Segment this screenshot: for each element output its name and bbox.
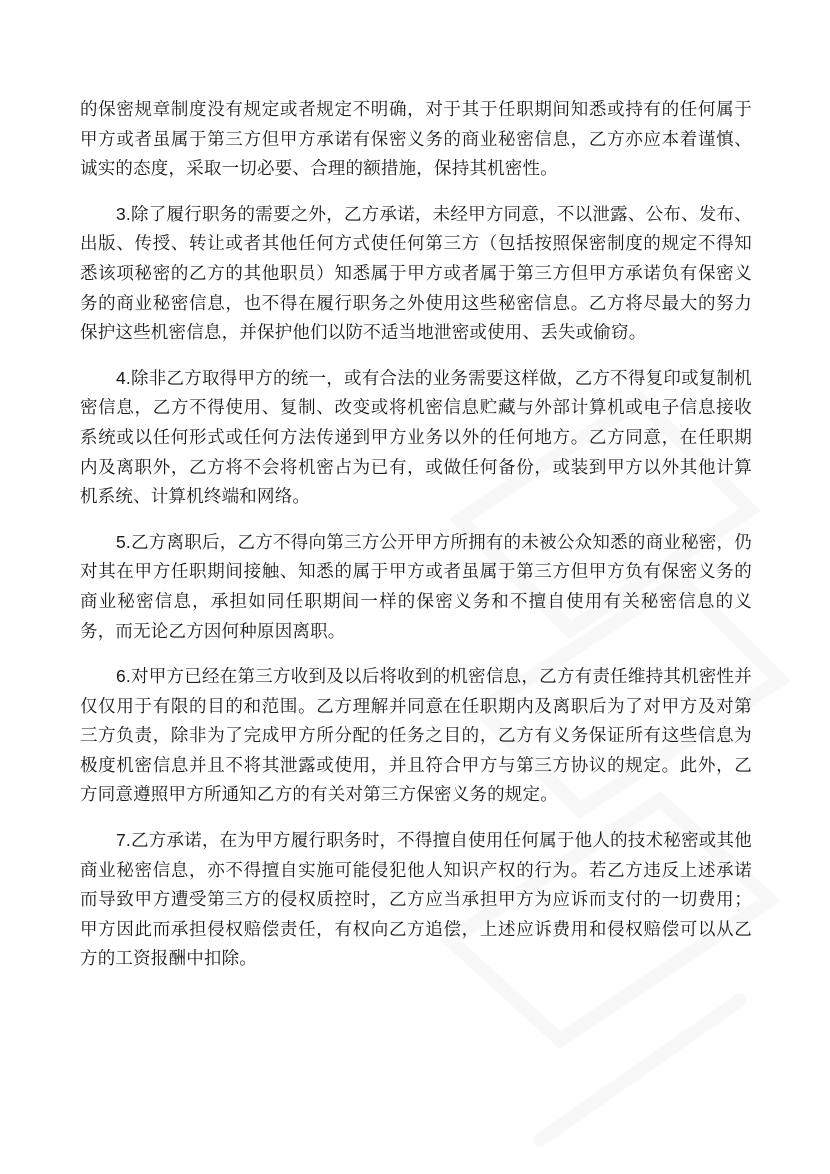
clause-text: 乙方离职后，乙方不得向第三方公开甲方所拥有的未被公众知悉的商业秘密，仍对其在甲方任职期间接触、知悉的属于甲方或者虽属于第三方但甲方负有保密义务的商业秘密信息，承担如同任职期间一样的保密义务和不擅自使用有关秘密信息的义务，而无论乙方因何种原因离职。 (80, 532, 752, 642)
clause-number: 4. (116, 367, 131, 388)
clause-7 (80, 826, 752, 975)
clause-number: 5. (116, 531, 131, 552)
clause-6 (80, 662, 752, 811)
clause-text: 乙方承诺，在为甲方履行职务时，不得擅自使用任何属于他人的技术秘密或其他商业秘密信息，亦不得擅自实施可能侵犯他人知识产权的行为。若乙方违反上述承诺而导致甲方遭受第三方的侵权质控时，乙方应当承担甲方为应诉而支付的一切费用；甲方因此而承担侵权赔偿责任，有权向乙方追偿，上述应诉费用和侵权赔偿可以从乙方的工资报酬中扣除。 (80, 831, 752, 970)
clause-text: 除非乙方取得甲方的统一，或有合法的业务需要这样做，乙方不得复印或复制机密信息，乙方不得使用、复制、改变或将机密信息贮藏与外部计算机或电子信息接收系统或以任何形式或任何方法传递到甲方业务以外的任何地方。乙方同意，在任职期内及离职外，乙方将不会将机密占为已有，或做任何备份，或装到甲方以外其他计算机系统、计算机终端和网络。 (80, 368, 752, 508)
clause-3 (80, 200, 752, 349)
clause-number: 6. (116, 666, 131, 687)
clause-text: 除了履行职务的需要之外，乙方承诺，未经甲方同意，不以泄露、公布、发布、出版、传授、转让或者其他任何方式使任何第三方（包括按照保密制度的规定不得知悉该项秘密的乙方的其他职员）知悉属于甲方或者属于第三方但甲方承诺负有保密义务的商业秘密信息，也不得在履行职务之外使用这些秘密信息。乙方将尽最大的努力保护这些机密信息，并保护他们以防不适当地泄密或使用、丢失或偷窃。 (80, 204, 752, 344)
clause-4 (80, 364, 752, 513)
clause-number: 7. (116, 830, 131, 851)
document-body (80, 96, 752, 975)
paragraph-text: 的保密规章制度没有规定或者规定不明确，对于其于任职期间知悉或持有的任何属于甲方或者虽属于第三方但甲方承诺有保密义务的商业秘密信息，乙方亦应本着谨慎、诚实的态度，采取一切必要、合理的额措施，保持其机密性。 (80, 100, 752, 180)
paragraph-continuation (80, 96, 752, 185)
clause-text: 对甲方已经在第三方收到及以后将收到的机密信息，乙方有责任维持其机密性并仅仅用于有限的目的和范围。乙方理解并同意在任职期内及离职后为了对甲方及对第三方负责，除非为了完成甲方所分配的任务之目的，乙方有义务保证所有这些信息为极度机密信息并且不将其泄露或使用，并且符合甲方与第三方协议的规定。此外，乙方同意遵照甲方所通知乙方的有关对第三方保密义务的规定。 (80, 667, 752, 806)
clause-5 (80, 528, 752, 647)
clause-number: 3. (116, 203, 131, 224)
